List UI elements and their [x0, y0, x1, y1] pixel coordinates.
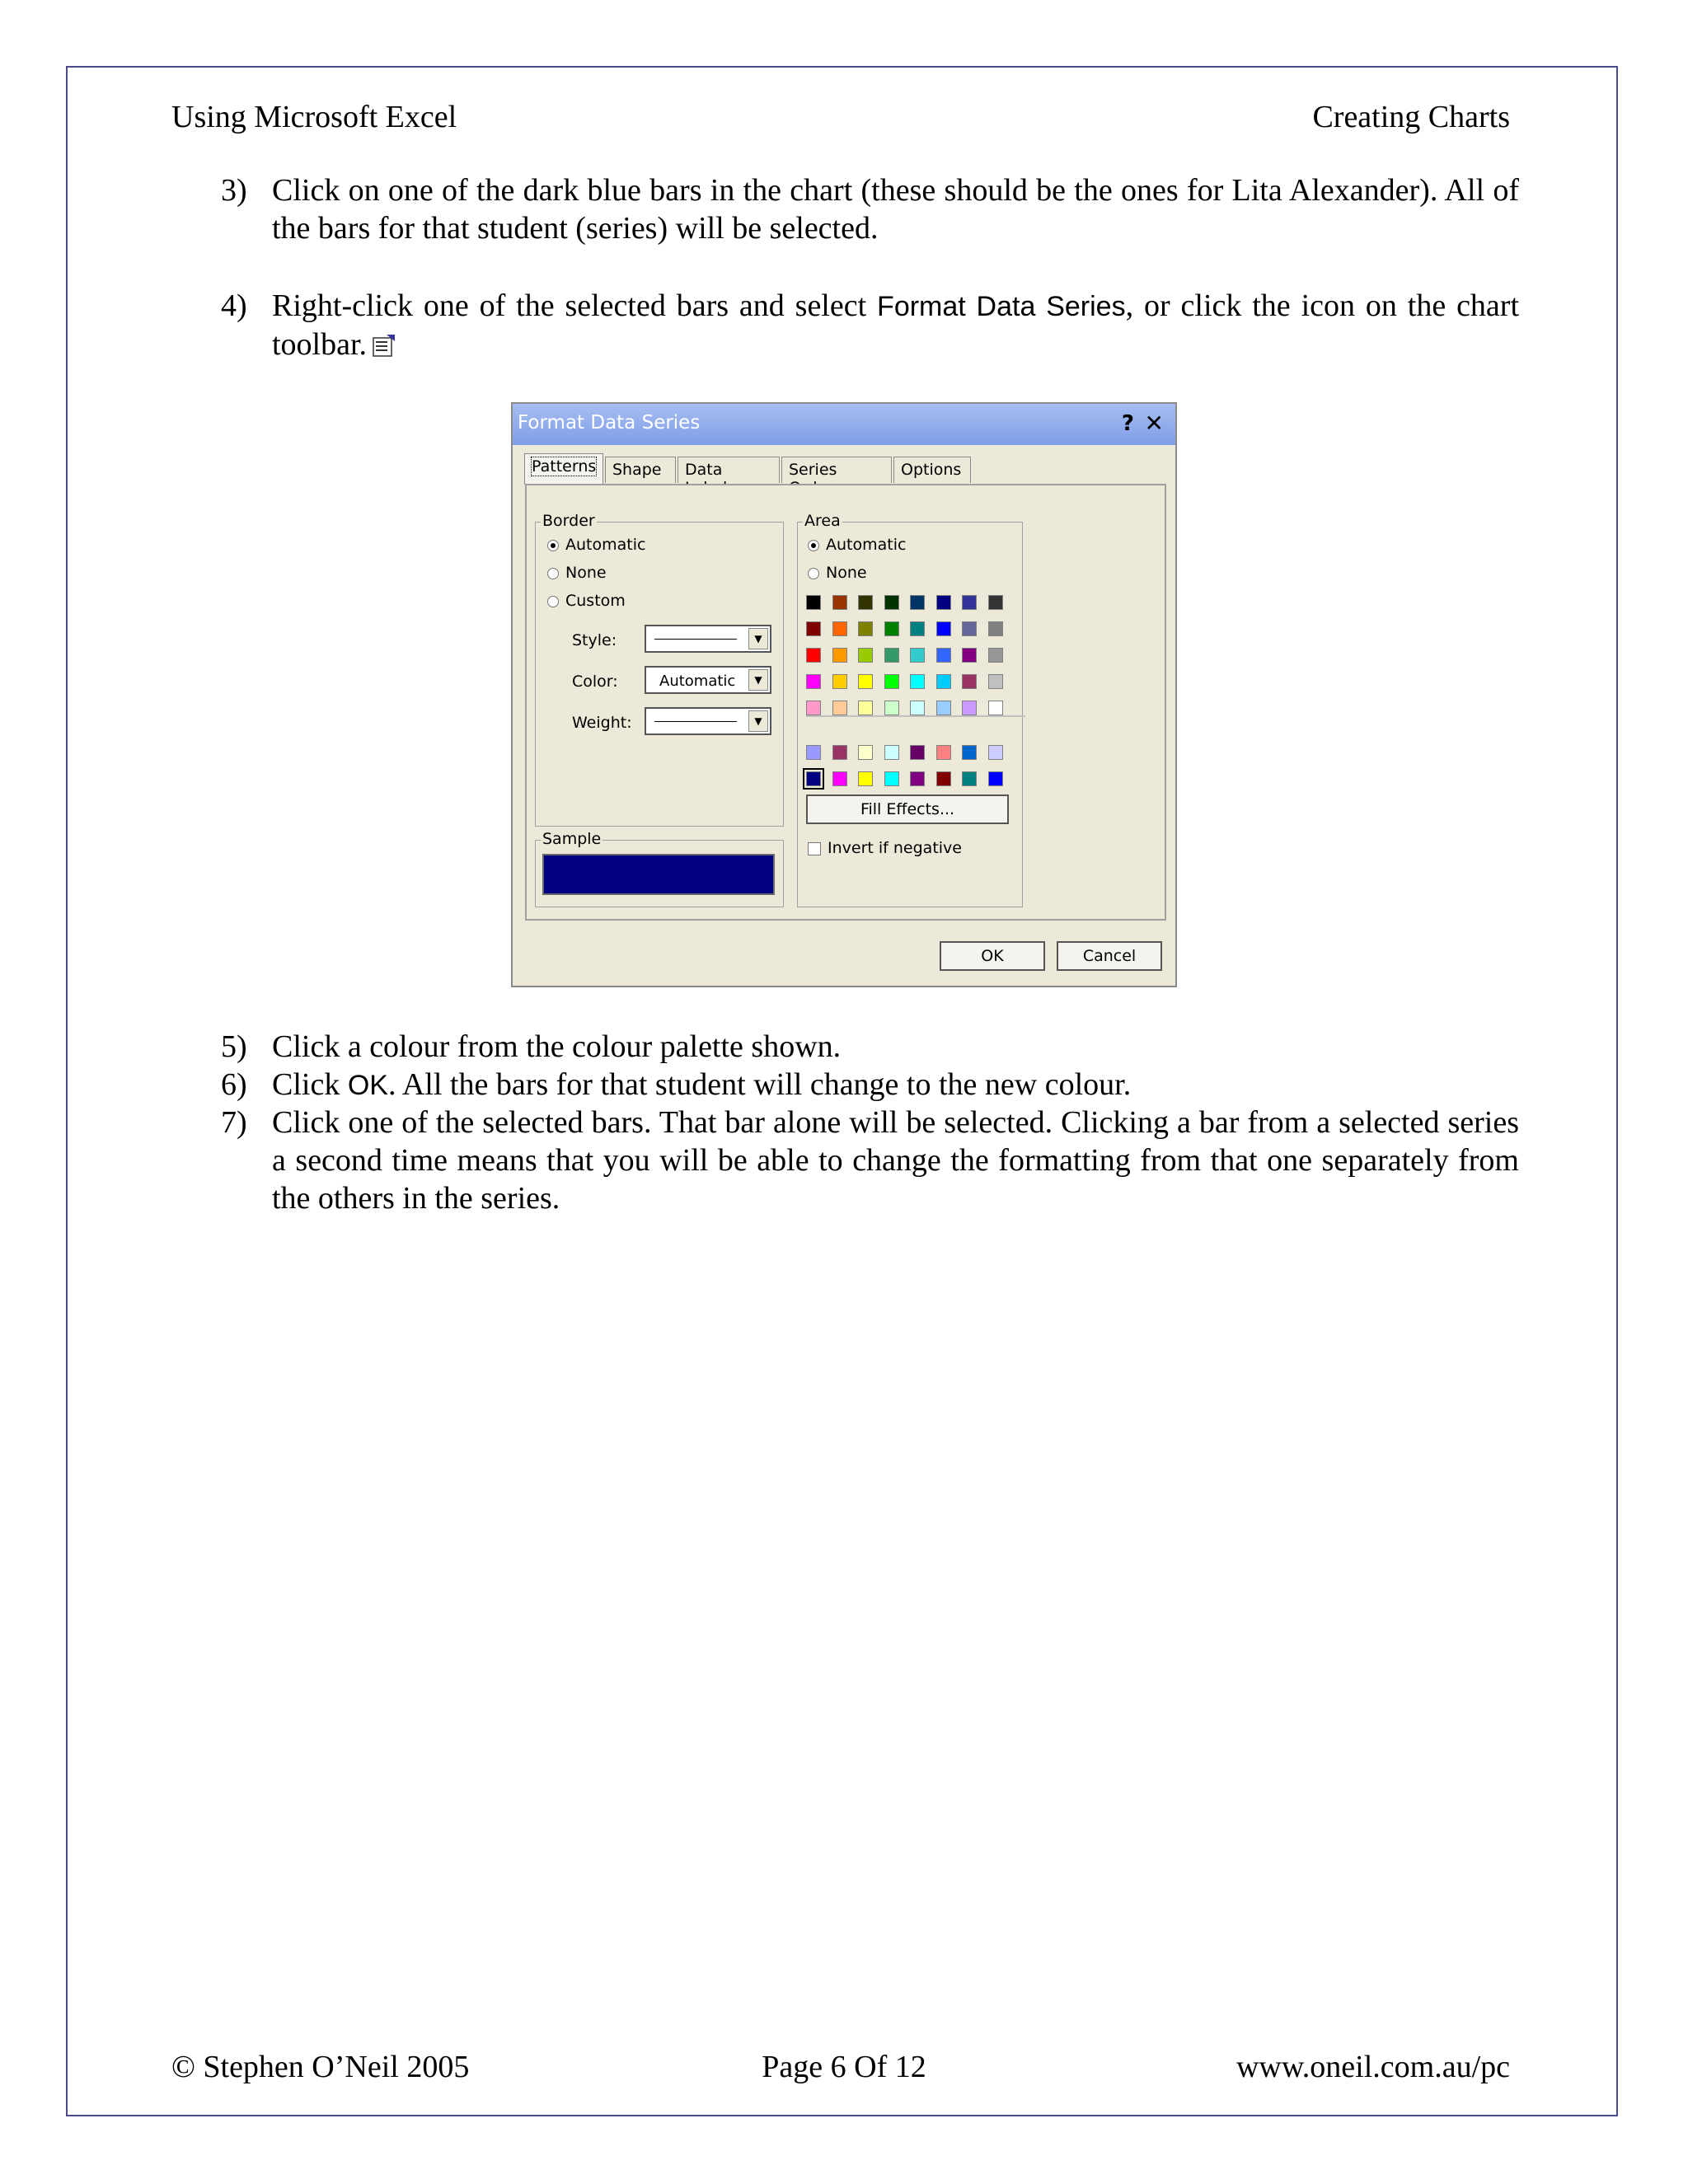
palette-divider [806, 715, 1025, 717]
tab-options[interactable]: Options [893, 457, 971, 483]
color-swatch[interactable] [962, 595, 977, 610]
color-swatch[interactable] [988, 621, 1003, 636]
radio-icon [547, 596, 559, 607]
color-swatch[interactable] [884, 771, 899, 786]
radio-icon [808, 568, 819, 579]
color-swatch[interactable] [858, 771, 873, 786]
color-swatch[interactable] [832, 595, 847, 610]
step-text: Click a colour from the colour palette shown. [272, 1029, 842, 1064]
color-swatch[interactable] [910, 771, 925, 786]
footer-copyright: © Stephen O’Neil 2005 [171, 2050, 470, 2084]
color-swatch[interactable] [910, 701, 925, 715]
color-swatch[interactable] [884, 745, 899, 760]
color-swatch[interactable] [936, 701, 951, 715]
area-legend: Area [804, 512, 841, 530]
step-number: 3) [221, 173, 247, 208]
step-number: 6) [221, 1067, 247, 1102]
color-swatch[interactable] [936, 621, 951, 636]
fill-effects-button[interactable]: Fill Effects... [806, 794, 1009, 824]
radio-icon [547, 568, 559, 579]
color-swatch[interactable] [988, 648, 1003, 663]
style-label: Style: [572, 631, 617, 649]
step-number: 7) [221, 1105, 247, 1140]
color-swatch[interactable] [910, 648, 925, 663]
sample-legend: Sample [542, 830, 602, 848]
color-swatch[interactable] [884, 595, 899, 610]
color-swatch[interactable] [832, 674, 847, 689]
style-combo[interactable] [645, 625, 771, 653]
tab-patterns[interactable]: Patterns [524, 453, 603, 485]
color-swatch[interactable] [936, 771, 951, 786]
border-automatic-radio[interactable]: Automatic [547, 536, 645, 554]
tab-series-order[interactable]: Series [781, 457, 892, 483]
step-text: Click one of the selected bars. That bar alone will be selected. Clicking a bar from a selected series a second time means that you will be able to change the formatting from that one separately from the others in the series. [272, 1105, 1519, 1216]
color-swatch[interactable] [832, 648, 847, 663]
color-combo-value: Automatic [659, 673, 736, 690]
dialog-titlebar [513, 404, 1175, 445]
color-swatch[interactable] [806, 595, 821, 610]
tab-shape[interactable]: Shape [605, 457, 676, 483]
color-swatch[interactable] [884, 674, 899, 689]
menu-command-format-data-series: Format Data Series [877, 291, 1126, 322]
color-swatch[interactable] [910, 745, 925, 760]
color-swatch[interactable] [988, 595, 1003, 610]
border-custom-radio[interactable]: Custom [547, 592, 626, 610]
dialog-title: Format Data Series [518, 412, 701, 434]
color-swatch[interactable] [962, 745, 977, 760]
color-swatch[interactable] [910, 674, 925, 689]
color-swatch[interactable] [858, 745, 873, 760]
tab-data-labels[interactable]: Data [678, 457, 780, 483]
color-swatch[interactable] [936, 595, 951, 610]
cancel-button[interactable]: Cancel [1057, 941, 1162, 971]
sample-preview [542, 854, 775, 895]
close-icon[interactable]: ✕ [1144, 410, 1164, 437]
line-style-sample [654, 639, 737, 640]
patterns-tab-panel [525, 484, 1166, 921]
help-icon[interactable]: ? [1121, 411, 1134, 436]
color-swatch[interactable] [832, 701, 847, 715]
color-swatch[interactable] [858, 621, 873, 636]
color-swatch[interactable] [806, 648, 821, 663]
color-combo[interactable] [645, 666, 771, 694]
color-swatch[interactable] [884, 701, 899, 715]
color-swatch[interactable] [962, 674, 977, 689]
color-swatch[interactable] [910, 621, 925, 636]
color-swatch[interactable] [936, 745, 951, 760]
color-swatch[interactable] [988, 701, 1003, 715]
step-text [272, 287, 1519, 363]
area-automatic-radio[interactable]: Automatic [808, 536, 906, 554]
color-swatch[interactable] [936, 648, 951, 663]
color-swatch[interactable] [962, 621, 977, 636]
color-swatch[interactable] [858, 595, 873, 610]
chevron-down-icon[interactable]: ▼ [748, 710, 768, 732]
chevron-down-icon[interactable]: ▼ [748, 669, 768, 691]
color-swatch[interactable] [858, 648, 873, 663]
color-swatch[interactable] [910, 595, 925, 610]
color-swatch[interactable] [988, 745, 1003, 760]
color-swatch[interactable] [832, 771, 847, 786]
color-swatch[interactable] [884, 648, 899, 663]
color-swatch[interactable] [806, 745, 821, 760]
format-data-series-dialog [511, 402, 1177, 987]
color-swatch[interactable] [962, 771, 977, 786]
button-reference-ok: OK [347, 1070, 388, 1101]
header-left: Using Microsoft Excel [171, 100, 457, 134]
border-none-radio[interactable]: None [547, 564, 607, 582]
color-swatch[interactable] [858, 701, 873, 715]
ok-button[interactable]: OK [940, 941, 1045, 971]
step-text-post: . All the bars for that student will change to the new colour. [387, 1067, 1132, 1102]
color-swatch[interactable] [988, 674, 1003, 689]
invert-if-negative-checkbox[interactable]: Invert if negative [808, 839, 962, 857]
color-swatch[interactable] [806, 701, 821, 715]
footer-page-number: Page 6 Of 12 [762, 2050, 926, 2084]
color-swatch[interactable] [806, 674, 821, 689]
area-none-radio[interactable]: None [808, 564, 867, 582]
step-text-pre: Right-click one of the selected bars and select [272, 288, 878, 323]
color-swatch[interactable] [832, 621, 847, 636]
color-swatch[interactable] [936, 674, 951, 689]
color-swatch[interactable] [962, 648, 977, 663]
step-text-pre: Click [272, 1067, 348, 1102]
format-data-series-icon [372, 329, 396, 354]
color-swatch[interactable] [806, 771, 821, 786]
radio-selected-icon [547, 540, 559, 551]
step-text [272, 1066, 1519, 1104]
line-weight-sample [654, 721, 737, 722]
checkbox-icon [808, 842, 821, 855]
color-swatch[interactable] [832, 745, 847, 760]
sample-group [535, 830, 784, 907]
step-number: 5) [221, 1029, 247, 1064]
color-label: Color: [572, 673, 618, 691]
weight-combo[interactable] [645, 707, 771, 735]
step-text-post: , or click the icon on the chart toolbar. [272, 288, 1520, 362]
color-swatch[interactable] [806, 621, 821, 636]
weight-label: Weight: [572, 714, 632, 732]
border-legend: Border [542, 512, 595, 530]
area-group [797, 512, 1023, 907]
border-group [535, 512, 784, 827]
color-swatch[interactable] [884, 621, 899, 636]
radio-selected-icon [808, 540, 819, 551]
chevron-down-icon[interactable]: ▼ [748, 628, 768, 649]
color-swatch[interactable] [962, 701, 977, 715]
color-swatch[interactable] [988, 771, 1003, 786]
step-text: Click on one of the dark blue bars in the chart (these should be the ones for Lita Alexander). All of the bars for that student (series) will be selected. [272, 173, 1519, 246]
step-number: 4) [221, 288, 247, 323]
color-swatch[interactable] [858, 674, 873, 689]
header-right: Creating Charts [1312, 100, 1510, 134]
footer-website: www.oneil.com.au/pc [1236, 2050, 1510, 2084]
